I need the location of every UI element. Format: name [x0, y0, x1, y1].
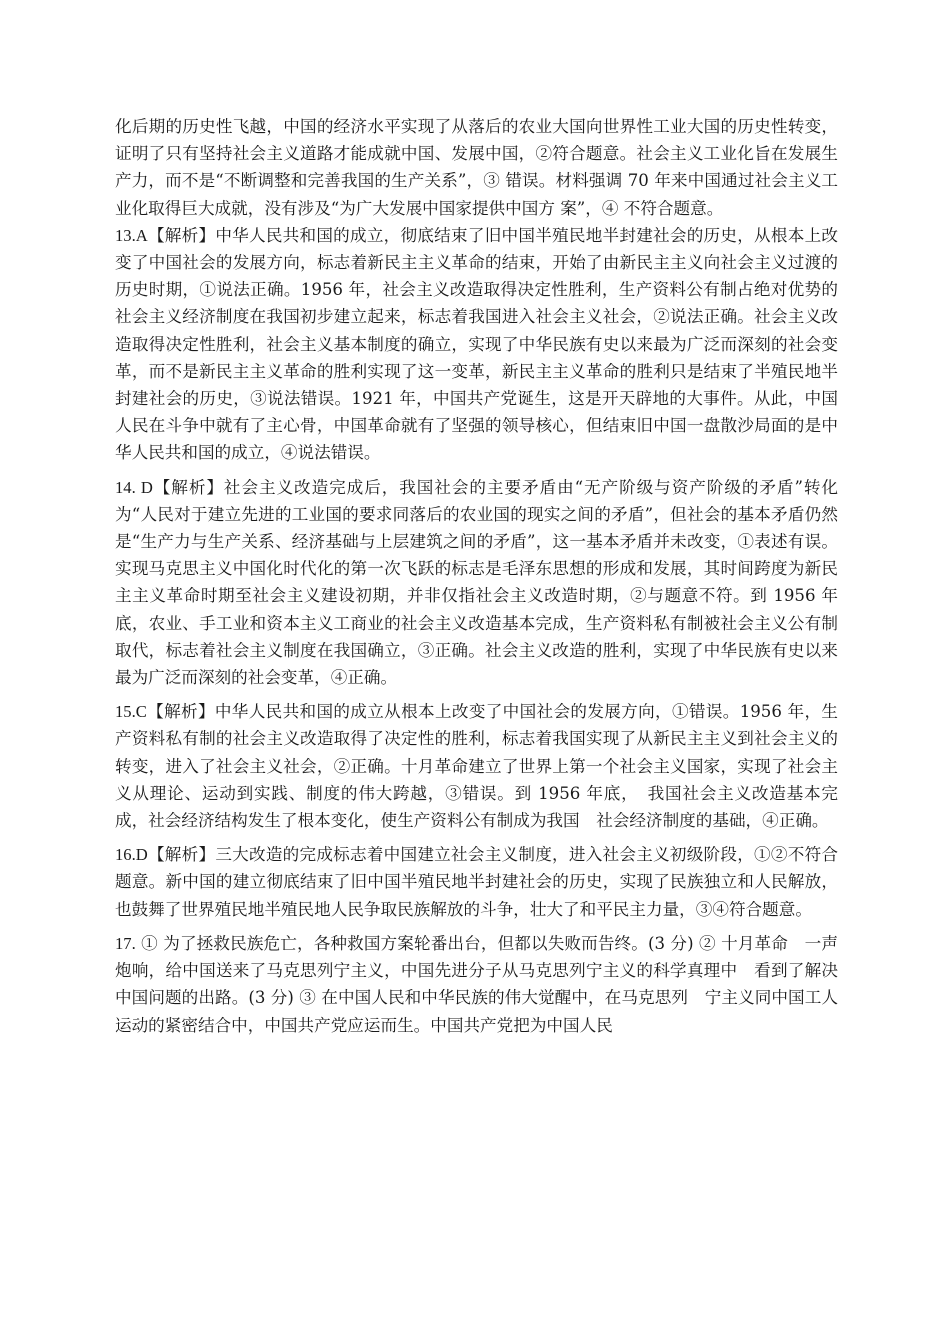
question-number: 13.A [115, 225, 148, 245]
paragraph-text: 【解析】社会主义改造完成后，我国社会的主要矛盾由“无产阶级与资产阶级的矛盾”转化为“人民对于建立先进的工业国的要求同落后的农业国的现实之间的矛盾”，但社会的基本矛盾仍然是“生产力与生产关系、经济基础与上层建筑之间的矛盾”，这一基本矛盾并未改变，①表述有误。实现马克思主义中国化时代化的第一次飞跃的标志是毛泽东思想的形成和发展，其时间跨度为新民主主义革命时期至社会主义建设初期，并非仅指社会主义改造时期，②与题意不符。到 1956 年底，农业、手工业和资本主义工商业的社会主义改造基本完成，生产资料私有制被社会主义公有制取代，标志着社会主义制度在我国确立，③正确。社会主义改造的胜利，实现了中华民族有史以来最为广泛而深刻的社会变革，④正确。 [115, 477, 839, 688]
paragraph-text: 【解析】中华人民共和国的成立，彻底结束了旧中国半殖民地半封建社会的历史，从根本上改变了中国社会的发展方向，标志着新民主主义革命的结束，开始了由新民主主义向社会主义过渡的历史时期，①说法正确。1956 年，社会主义改造取得决定性胜利，生产资料公有制占绝对优势的社会主义经济制度在我国初步建立起来，标志着我国进入社会主义社会，②说法正确。社会主义改造取得决定性胜利，社会主义基本制度的确立，实现了中华民族有史以来最为广泛而深刻的社会变革，而不是新民主主义革命的胜利实现了这一变革，新民主主义革命的胜利只是结束了半殖民地半封建社会的历史，③说法错误。1921 年，中国共产党诞生，这是开天辟地的大事件。从此，中国人民在斗争中就有了主心骨，中国革命就有了坚强的领导核心，但结束旧中国一盘散沙局面的是中华人民共和国的成立，④说法错误。 [115, 225, 838, 463]
answer-16 [115, 841, 838, 923]
question-number: 14. D [115, 477, 153, 497]
answer-17 [115, 930, 838, 1039]
paragraph-text: 化后期的历史性飞越，中国的经济水平实现了从落后的农业大国向世界性工业大国的历史性转变，证明了只有坚持社会主义道路才能成就中国、发展中国，②符合题意。社会主义工业化旨在发展生产力，而不是“不断调整和完善我国的生产关系”，③ 错误。材料强调 70 年来中国通过社会主义工业化取得巨大成就，没有涉及“为广大发展中国家提供中国方 案”，④ 不符合题意。 [115, 117, 838, 218]
paragraph-text: 【解析】三大改造的完成标志着中国建立社会主义制度，进入社会主义初级阶段，①②不符合题意。新中国的建立彻底结束了旧中国半殖民地半封建社会的历史，实现了民族独立和人民解放，也鼓舞了世界殖民地半殖民地人民争取民族解放的斗争，壮大了和平民主力量，③④符合题意。 [115, 845, 838, 919]
paragraph-text: ① 为了拯救民族危亡，各种救国方案轮番出台，但都以失败而告终。(3 分) ② 十月革命 一声炮响，给中国送来了马克思列宁主义，中国先进分子从马克思列宁主义的科学真理中 看到了解决中国问题的出路。(3 分) ③ 在中国人民和中华民族的伟大觉醒中，在马克思列 宁主义同中国工人运动的紧密结合中，中国共产党应运而生。中国共产党把为中国人民 [115, 933, 838, 1035]
answer-document [115, 113, 838, 1046]
question-number: 16.D [115, 845, 148, 865]
answer-13 [115, 222, 838, 467]
question-number: 15.C [115, 702, 147, 722]
paragraph-continuation [115, 113, 838, 222]
paragraph-text: 【解析】中华人民共和国的成立从根本上改变了中国社会的发展方向，①错误。1956 年，生产资料私有制的社会主义改造取得了决定性的胜利，标志着我国实现了从新民主主义到社会主义的转变，进入了社会主义社会，②正确。十月革命建立了世界上第一个社会主义国家，实现了社会主义从理论、运动到实践、制度的伟大跨越，③错误。到 1956 年底， 我国社会主义改造基本完成，社会经济结构发生了根本变化，使生产资料公有制成为我国 社会经济制度的基础，④正确。 [115, 702, 838, 831]
answer-14 [115, 474, 838, 692]
answer-15 [115, 698, 838, 834]
question-number: 17. [115, 933, 136, 953]
